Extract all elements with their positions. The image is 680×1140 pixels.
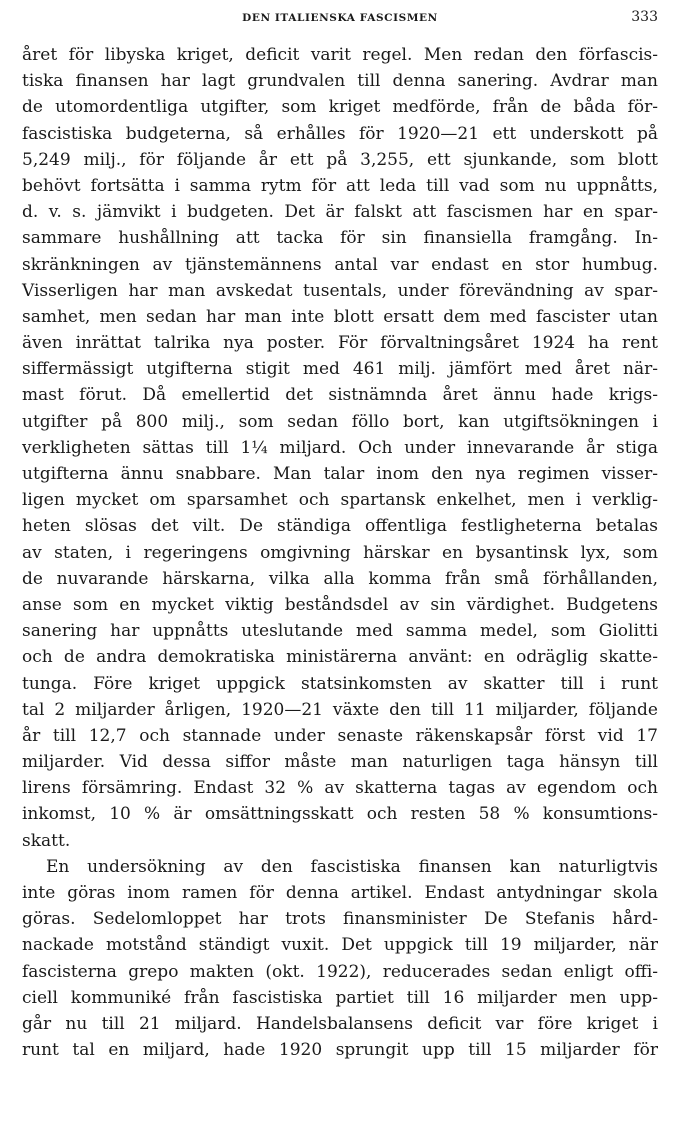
text-line: de nuvarande härskarna, vilka alla komma från små förhållanden, — [22, 568, 658, 589]
text-line: fascistiska budgeterna, så erhålles för 1920—21 ett underskott på — [22, 123, 658, 144]
body-text — [22, 42, 658, 1063]
text-line: år till 12,7 och stannade under senaste räkenskapsår först vid 17 — [22, 725, 658, 746]
text-line: fascisterna grepo makten (okt. 1922), reducerades sedan enligt offi- — [22, 961, 658, 982]
text-line: tiska finansen har lagt grundvalen till denna sanering. Avdrar man — [22, 71, 658, 92]
text-line: av staten, i regeringens omgivning härskar en bysantinsk lyx, som — [22, 542, 658, 563]
page-header — [22, 8, 658, 38]
text-line: tunga. Före kriget uppgick statsinkomsten av skatter till i runt — [22, 673, 658, 694]
text-line: heten slösas det vilt. De ständiga offentliga festligheterna betalas — [22, 516, 658, 537]
text-line: ciell kommuniké från fascistiska partiet till 16 miljarder men upp- — [22, 987, 658, 1008]
text-line: mast förut. Då emellertid det sistnämnda året ännu hade krigs- — [22, 385, 658, 406]
text-line: går nu till 21 miljard. Handelsbalansens deficit var före kriget i — [22, 1013, 658, 1034]
text-line: lirens försämring. Endast 32 % av skatterna tagas av egendom och — [22, 778, 658, 799]
text-line: d. v. s. jämvikt i budgeten. Det är falskt att fascismen har en spar- — [22, 202, 658, 223]
text-line: siffermässigt utgifterna stigit med 461 milj. jämfört med året när- — [22, 359, 658, 380]
text-line: inkomst, 10 % är omsättningsskatt och resten 58 % konsumtions- — [22, 804, 658, 825]
text-line: utgifterna ännu snabbare. Man talar inom den nya regimen visser- — [22, 464, 658, 484]
text-line: göras. Sedelomloppet har trots finansminister De Stefanis hård- — [22, 909, 658, 930]
paragraph-start-line: En undersökning av den fascistiska finansen kan naturligtvis — [46, 856, 658, 877]
text-line: de utomordentliga utgifter, som kriget medförde, från de båda för- — [22, 97, 658, 118]
text-line: tal 2 miljarder årligen, 1920—21 växte den till 11 miljarder, följande — [22, 699, 658, 720]
text-line: året för libyska kriget, deficit varit regel. Men redan den förfascis- — [22, 45, 658, 65]
text-line: anse som en mycket viktig beståndsdel av sin värdighet. Budgetens — [22, 594, 658, 615]
text-line: miljarder. Vid dessa siffor måste man naturligen taga hänsyn till — [22, 752, 658, 773]
text-line: sammare hushållning att tacka för sin finansiella framgång. In- — [22, 228, 658, 249]
text-line: Visserligen har man avskedat tusentals, under förevändning av spar- — [22, 280, 658, 301]
text-line: utgifter på 800 milj., som sedan föllo bort, kan utgiftsökningen i — [22, 411, 658, 432]
text-line: verkligheten sättas till 1¼ miljard. Och under innevarande år stiga — [22, 437, 658, 458]
text-line: inte göras inom ramen för denna artikel. Endast antydningar skola — [22, 883, 658, 903]
text-line: och de andra demokratiska ministärerna använt: en odräglig skatte- — [22, 647, 658, 668]
text-line: behövt fortsätta i samma rytm för att leda till vad som nu uppnåtts, — [22, 175, 658, 196]
text-line: sanering har uppnåtts uteslutande med samma medel, som Giolitti — [22, 621, 658, 642]
running-title: DEN ITALIENSKA FASCISMEN — [242, 12, 438, 24]
text-line: nackade motstånd ständigt vuxit. Det uppgick till 19 miljarder, när — [22, 935, 658, 956]
document-page — [22, 8, 658, 1063]
text-line: ligen mycket om sparsamhet och spartansk enkelhet, men i verklig- — [22, 490, 658, 511]
text-line: 5,249 milj., för följande år ett på 3,255, ett sjunkande, som blott — [22, 149, 658, 170]
text-line: skränkningen av tjänstemännens antal var endast en stor humbug. — [22, 254, 658, 275]
text-line: även inrättat talrika nya poster. För förvaltningsåret 1924 ha rent — [22, 333, 658, 354]
page-number: 333 — [631, 9, 658, 25]
text-line: runt tal en miljard, hade 1920 sprungit upp till 15 miljarder för — [22, 1040, 658, 1061]
text-line: samhet, men sedan har man inte blott ersatt dem med fascister utan — [22, 306, 658, 327]
paragraph-end-line: skatt. — [22, 830, 71, 851]
